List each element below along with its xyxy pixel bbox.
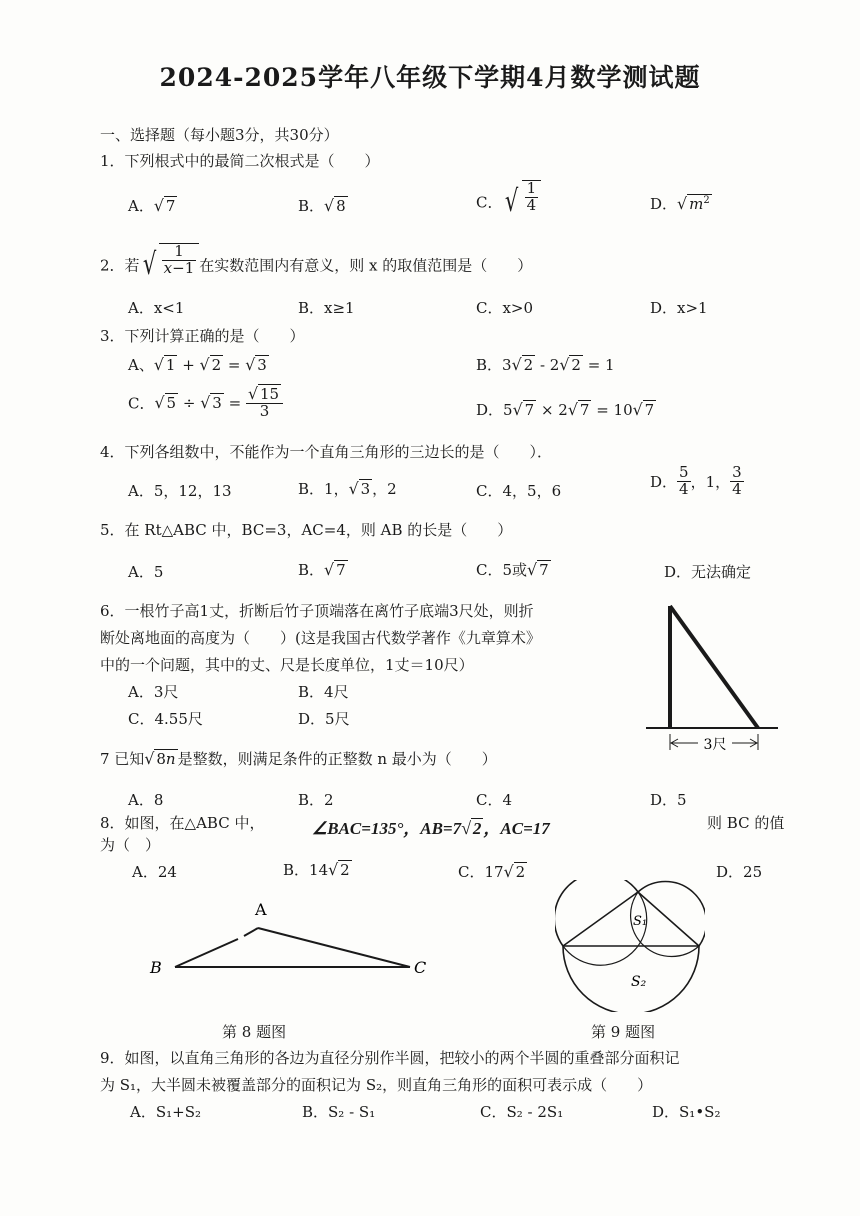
side-ac [258,928,410,967]
q4-d-frac1: $\frac{5}{4}$ [679,463,689,498]
vertex-a-label: A [255,900,267,919]
q1-c-sqrt-quarter: √ $\frac{1}{4}$ [502,180,541,224]
q1-c-label: C． [476,193,503,212]
q6-line1: 6．一根竹子高1丈，折断后竹子顶端落在离竹子底端3尺处，则折 [100,602,534,620]
q1-a-label: A． [128,197,154,215]
q5-c-sqrt7: √ 7 [527,560,549,579]
q8-c-label: C．17 [458,863,504,881]
q6-line2: 断处离地面的高度为（ ）(这是我国古代数学著作《九章算术》 [100,629,541,647]
q5-c-label: C．5或 [476,561,528,579]
q4-option-c: C．4，5，6 [476,482,562,500]
q1-b-sqrt8: √ 8 [324,196,346,215]
dim-label-3chi: 3尺 [703,737,727,753]
q8-cond-angle-ab: ∠BAC=135°，AB=7 [312,819,462,838]
q4-option-b [298,478,397,499]
q5-option-a: A．5 [128,563,164,581]
q6-bamboo-figure [640,600,785,765]
q9-semicircles-figure [555,880,705,1012]
q8-option-b [283,859,352,880]
side-ab-lower [175,939,238,967]
q7-option-b: B．2 [298,791,334,809]
q8-c-sqrt2: √ 2 [503,862,526,881]
q3-d-label: D． [476,401,504,419]
section-heading: 一、选择题（每小题3分，共30分） [100,126,339,144]
q2-sqrt-fraction: √ $\frac{1}{x-1}$ [140,243,200,287]
q2-option-d: D．x>1 [650,299,708,317]
q4-d-frac2: $\frac{3}{4}$ [732,463,742,498]
q9-option-b: B．S₂ - S₁ [302,1103,376,1121]
q4-b-label: B．1， [298,480,349,498]
q4-b-sqrt3: √ 3 [348,479,371,498]
q9-line1: 9．如图，以直角三角形的各边为直径分别作半圆，把较小的两个半圆的重叠部分面积记 [100,1049,680,1067]
q5-option-b [298,559,348,580]
q3-c-expr2: √ 3 [200,393,222,413]
q7-sqrt-8n: √ 8n [144,749,176,768]
semicircle-on-leg2 [638,881,705,946]
q3-d-expr2: √ 7 [567,400,590,419]
q6-line3: 中的一个问题，其中的丈、尺是长度单位，1丈＝10尺） [100,656,474,674]
q3-b-expr1: √ 2 [511,355,534,374]
q8-option-d: D．25 [716,863,763,881]
q5-option-c [476,559,551,580]
q3-b-expr2: √ 2 [559,355,581,374]
q8-post: 则 BC 的值 [707,814,785,832]
q1-option-d [650,193,712,214]
page-title: 2024-2025学年八年级下学期4月数学测试题 [159,63,701,92]
q6-option-a: A．3尺 [128,683,179,701]
q4-option-a: A．5，12，13 [128,482,232,500]
region-s1-label: S₁ [633,914,648,929]
q6-option-d: D．5尺 [298,710,350,728]
q4-b-tail: ，2 [372,480,397,498]
q2-post: 在实数范围内有意义，则 x 的取值范围是（ ） [199,256,533,275]
q2-pre: 2．若 [100,256,140,275]
q2-option-a: A．x<1 [128,299,185,317]
q8-figure-caption: 第 8 题图 [222,1023,287,1041]
q3-option-d: D．5√ 7 × 2√ 7 = 10√ 7 [476,400,655,419]
region-s2-label: S₂ [631,974,647,990]
q8-option-c [458,861,527,882]
q3-a-expr2: √ 2 [199,355,222,374]
q5-b-sqrt7: √ 7 [324,560,346,579]
q3-option-b: B．3√ 2 - 2√ 2 = 1 [476,355,615,374]
q3-c-result: $\frac{√ 15}{3}$ [246,386,283,420]
q1-option-c [476,180,541,224]
q3-stem: 3．下列计算正确的是（ ） [100,327,305,345]
q5-stem: 5．在 Rt△ABC 中，BC=3，AC=4，则 AB 的长是（ ） [100,521,513,539]
q8-line2: 为（ ） [100,836,161,854]
q1-option-b [298,195,348,216]
q9-figure-caption: 第 9 题图 [591,1023,656,1041]
q4-option-d: D． $\frac{5}{4}$ ，1， $\frac{3}{4}$ [650,463,742,498]
q1-d-sqrt-m2: √ $m^2$ [677,194,710,213]
q9-option-a: A．S₁+S₂ [130,1103,201,1121]
side-ab-upper [244,928,258,936]
q1-a-sqrt7: √ 7 [153,196,176,215]
q5-option-d: D．无法确定 [664,563,752,581]
q3-a-expr1: √ 1 [153,355,176,374]
q3-c-label: C． [128,394,155,413]
q8-b-label: B．14 [283,861,329,879]
semicircle-on-leg1 [555,880,638,946]
q9-line2: 为 S₁，大半圆未被覆盖部分的面积记为 S₂，则直角三角形的面积可表示成（ ） [100,1076,653,1094]
q8-triangle-figure [140,895,440,990]
bamboo-broken-top [670,606,758,728]
q3-a-label: A、 [128,356,154,374]
q7-option-c: C．4 [476,791,513,809]
q1-d-label: D． [650,195,678,213]
q5-b-label: B． [298,561,325,579]
q7-post: 是整数，则满足条件的正整数 n 最小为（ ） [177,750,497,768]
q1-option-a [128,195,177,216]
q8-cond-ac: ，AC=17 [483,819,550,838]
vertex-c-label: C [414,958,427,977]
q3-a-expr3: √ 3 [245,355,267,374]
q3-b-label: B． [476,356,503,374]
q8-option-a: A．24 [132,863,177,881]
q6-option-c: C．4.55尺 [128,710,203,728]
q8-b-sqrt2: √ 2 [328,860,350,879]
vertex-b-label: B [150,958,162,977]
q7-stem [100,748,497,769]
q9-option-d: D．S₁•S₂ [652,1103,721,1121]
q3-c-expr1: √ 5 [154,393,177,413]
q7-option-d: D．5 [650,791,687,809]
q1-b-label: B． [298,197,325,215]
q8-condition [312,814,550,839]
q2-stem [100,243,532,287]
q6-option-b: B．4尺 [298,683,349,701]
q3-d-expr3: √ 7 [632,400,655,419]
q2-option-c: C．x>0 [476,299,534,317]
q9-option-c: C．S₂ - 2S₁ [480,1103,564,1121]
q4-d-label: D． [650,472,678,491]
q3-d-expr1: √ 7 [512,400,535,419]
q2-option-b: B．x≥1 [298,299,355,317]
q4-stem: 4．下列各组数中，不能作为一个直角三角形的三边长的是（ ）． [100,443,553,461]
q8-pre: 8．如图，在△ABC 中， [100,814,265,832]
q7-pre: 7 已知 [100,750,145,768]
q3-option-c: C．√ 5 ÷ √ 3 = $\frac{√ 15}{3}$ [128,386,283,420]
q7-option-a: A．8 [128,791,164,809]
q1-stem: 1．下列根式中的最简二次根式是（ ） [100,152,380,170]
q8-cond-sqrt2: √ 2 [461,818,482,838]
q3-option-a: A、√ 1 + √ 2 = √ 3 [128,355,267,374]
